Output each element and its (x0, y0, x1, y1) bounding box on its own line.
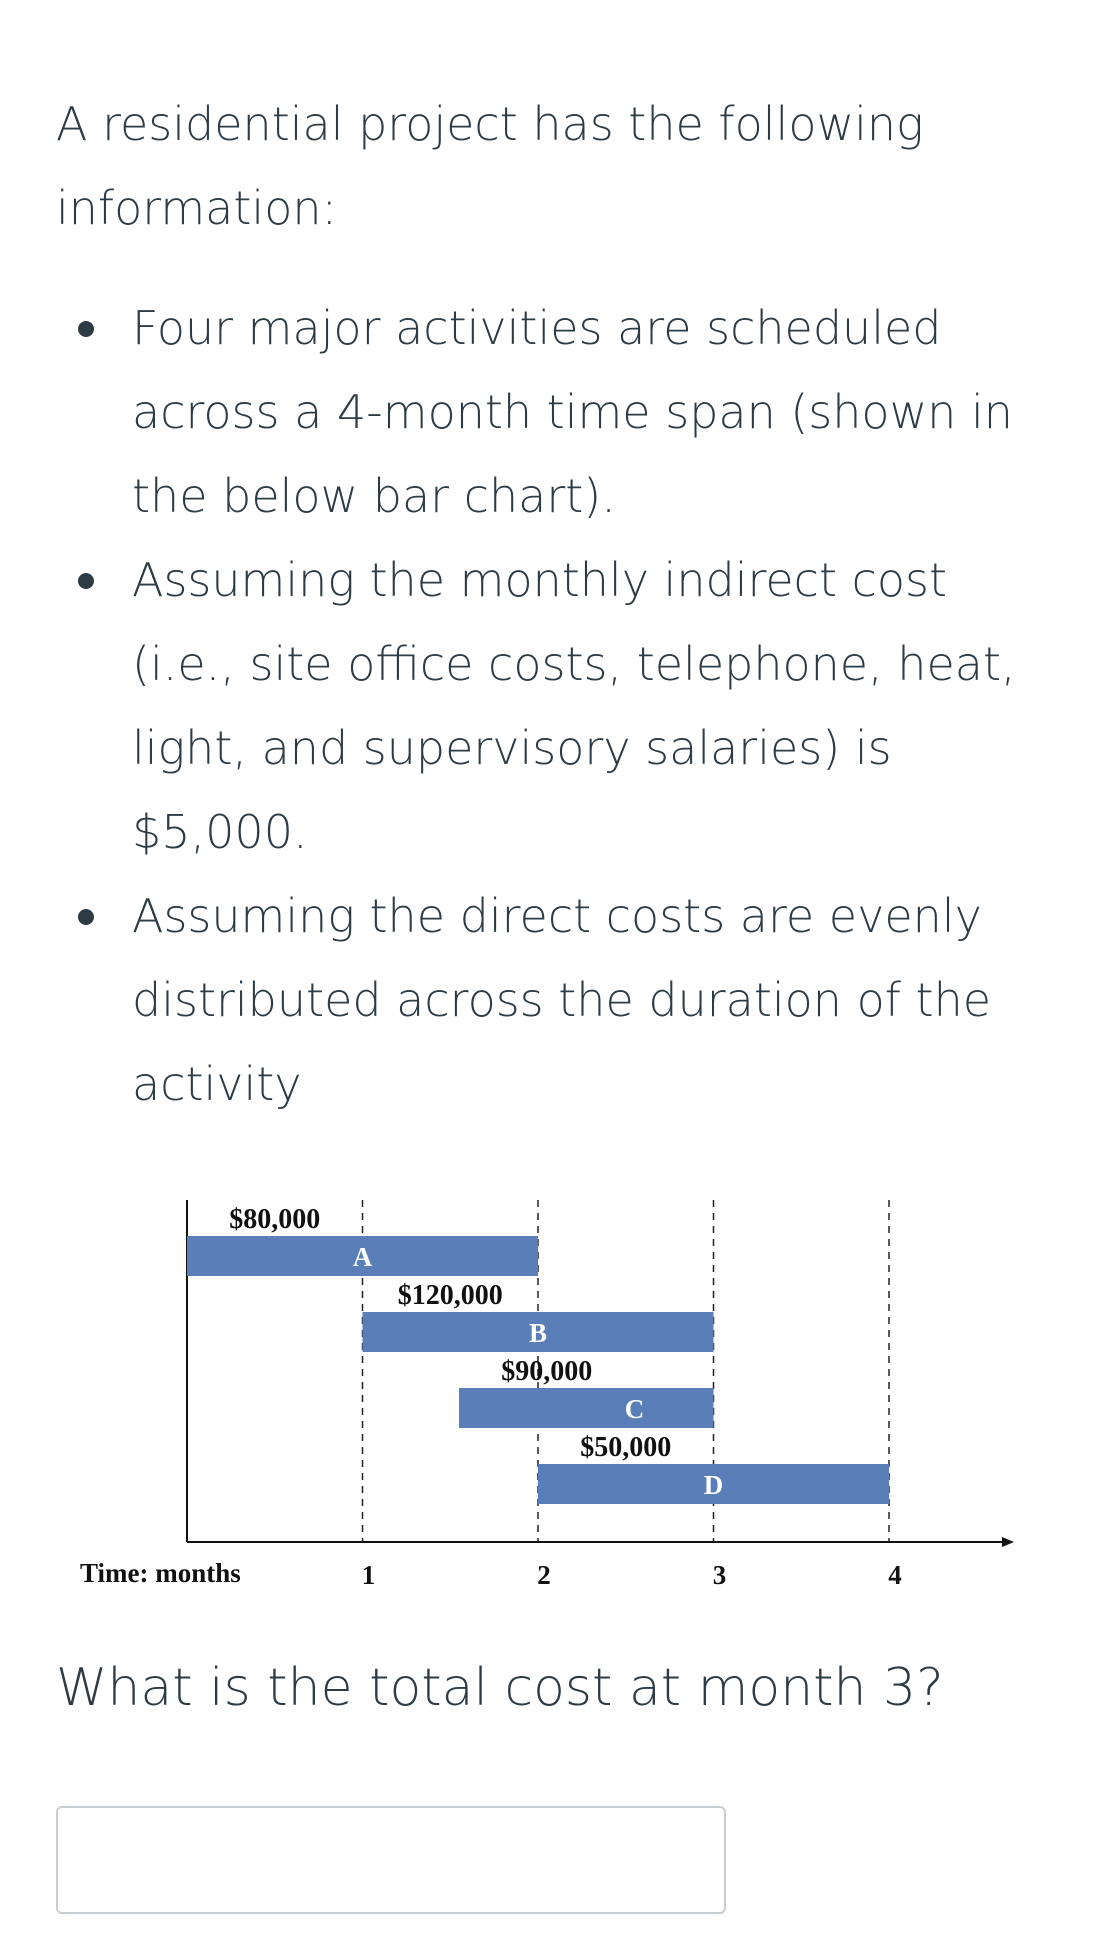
answer-input[interactable] (56, 1806, 726, 1914)
chart-svg (70, 1190, 1030, 1620)
activity-cost-label-c: $90,000 (501, 1356, 593, 1387)
activity-cost-label-d: $50,000 (580, 1432, 672, 1463)
question-intro: A residential project has the following information: (56, 97, 924, 235)
activity-bar-chart (70, 1190, 1030, 1620)
activity-cost-label-a: $80,000 (229, 1204, 321, 1235)
x-axis-arrow-icon (1002, 1537, 1014, 1547)
activity-bar-c (459, 1388, 713, 1428)
activity-cost-label-b: $120,000 (397, 1280, 503, 1311)
activity-letter-label-b: B (528, 1318, 548, 1348)
activity-letter-label-d: D (703, 1470, 724, 1500)
activity-letter-label-a: A (352, 1242, 373, 1272)
bullet-dot-icon (78, 321, 94, 337)
x-axis-title: Time: months (80, 1558, 241, 1588)
bullet-text: Four major activities are scheduled across a 4-month time span (shown in the below bar chart). (132, 301, 1013, 523)
x-tick-label-1: 1 (361, 1560, 376, 1590)
bullet-direct-cost (56, 874, 1056, 1126)
bullet-text: Assuming the monthly indirect cost (i.e., site office costs, telephone, heat, light, and supervisory salaries) is $5,000. (132, 553, 1016, 859)
x-tick-label-2: 2 (537, 1560, 551, 1590)
activity-letter-label-c: C (624, 1394, 645, 1424)
info-bullet-list (56, 286, 1056, 1126)
x-tick-label-3: 3 (712, 1560, 727, 1590)
bullet-dot-icon (78, 573, 94, 589)
question-prompt: What is the total cost at month 3? (56, 1658, 944, 1718)
bullet-activities (56, 286, 1056, 538)
x-tick-label-4: 4 (888, 1560, 902, 1590)
bullet-text: Assuming the direct costs are evenly distributed across the duration of the activity (132, 889, 992, 1111)
bullet-dot-icon (78, 909, 94, 925)
bullet-indirect-cost (56, 538, 1056, 874)
